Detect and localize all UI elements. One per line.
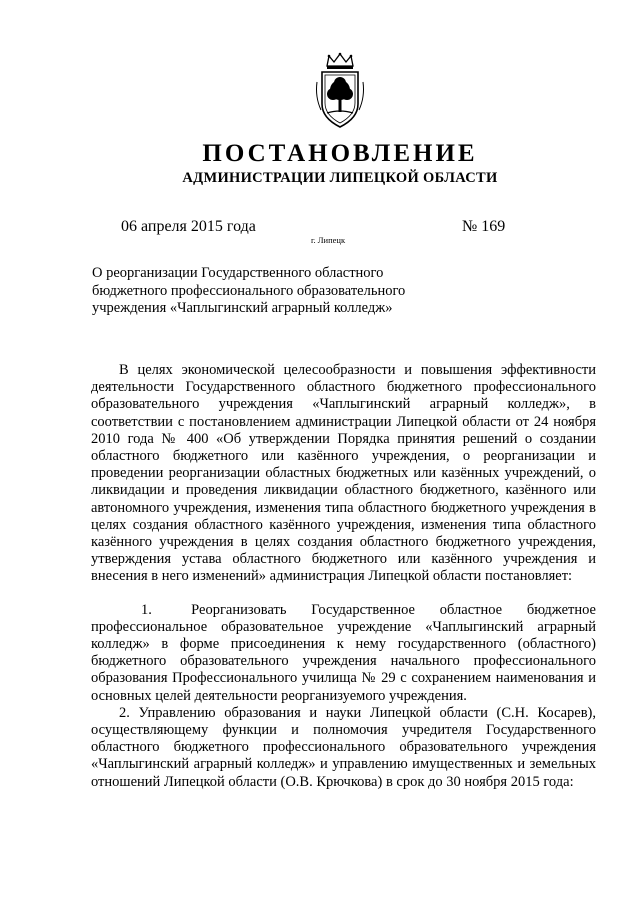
document-city: г. Липецк (311, 235, 346, 245)
subject-line: учреждения «Чаплыгинский аграрный колледж» (92, 300, 393, 316)
subject-line: О реорганизации Государственного областного (92, 265, 384, 281)
document-subject (92, 265, 492, 318)
resolution-item-1: 1. Реорганизовать Государственное областное бюджетное профессиональное образовательное учреждение «Чаплыгинский аграрный колледж» в форме присоединения к нему государственного (областного) бюджетного образовательного учреждения начального профессионального образования Профессионального училища № 29 с сохранением наименования и основных целей деятельности реорганизуемого учреждения. (91, 601, 596, 704)
resolution-item-2: 2. Управлению образования и науки Липецкой области (С.Н. Косарев), осуществляющему функции и полномочия учредителя Государственного областного бюджетного профессионального образовательного учреждения «Чаплыгинский аграрный колледж» и управлению имущественных и земельных отношений Липецкой области (О.В. Крючкова) в срок до 30 ноября 2015 года: (91, 704, 596, 790)
document-body (91, 362, 596, 791)
document-date: 06 апреля 2015 года (121, 218, 256, 235)
issuer-name: АДМИНИСТРАЦИИ ЛИПЕЦКОЙ ОБЛАСТИ (182, 170, 498, 186)
coat-of-arms-emblem (313, 52, 367, 130)
preamble-paragraph: В целях экономической целесообразности и повышения эффективности деятельности Государственного областного бюджетного профессионального образовательного учреждения «Чаплыгинский аграрный колледж», в соответствии с постановлением администрации Липецкой области от 24 ноября 2010 года № 400 «Об утверждении Порядка принятия решений о создании областного бюджетного или казённого учреждения, о реорганизации и проведении реорганизации областных бюджетных или казённых учреждений, о ликвидации и проведения ликвидации областного бюджетного, казённого или автономного учреждения, изменения типа областного бюджетного учреждения в целях создания областного казённого учреждения, изменения типа областного казённого учреждения в целях создания областного бюджетного учреждения, утверждения устава областного бюджетного или казённого учреждения и внесения в него изменений» администрация Липецкой области постановляет: (91, 362, 596, 585)
document-title: ПОСТАНОВЛЕНИЕ (202, 140, 478, 167)
document-number: № 169 (462, 218, 506, 235)
subject-line: бюджетного профессионального образовательного (92, 282, 406, 299)
